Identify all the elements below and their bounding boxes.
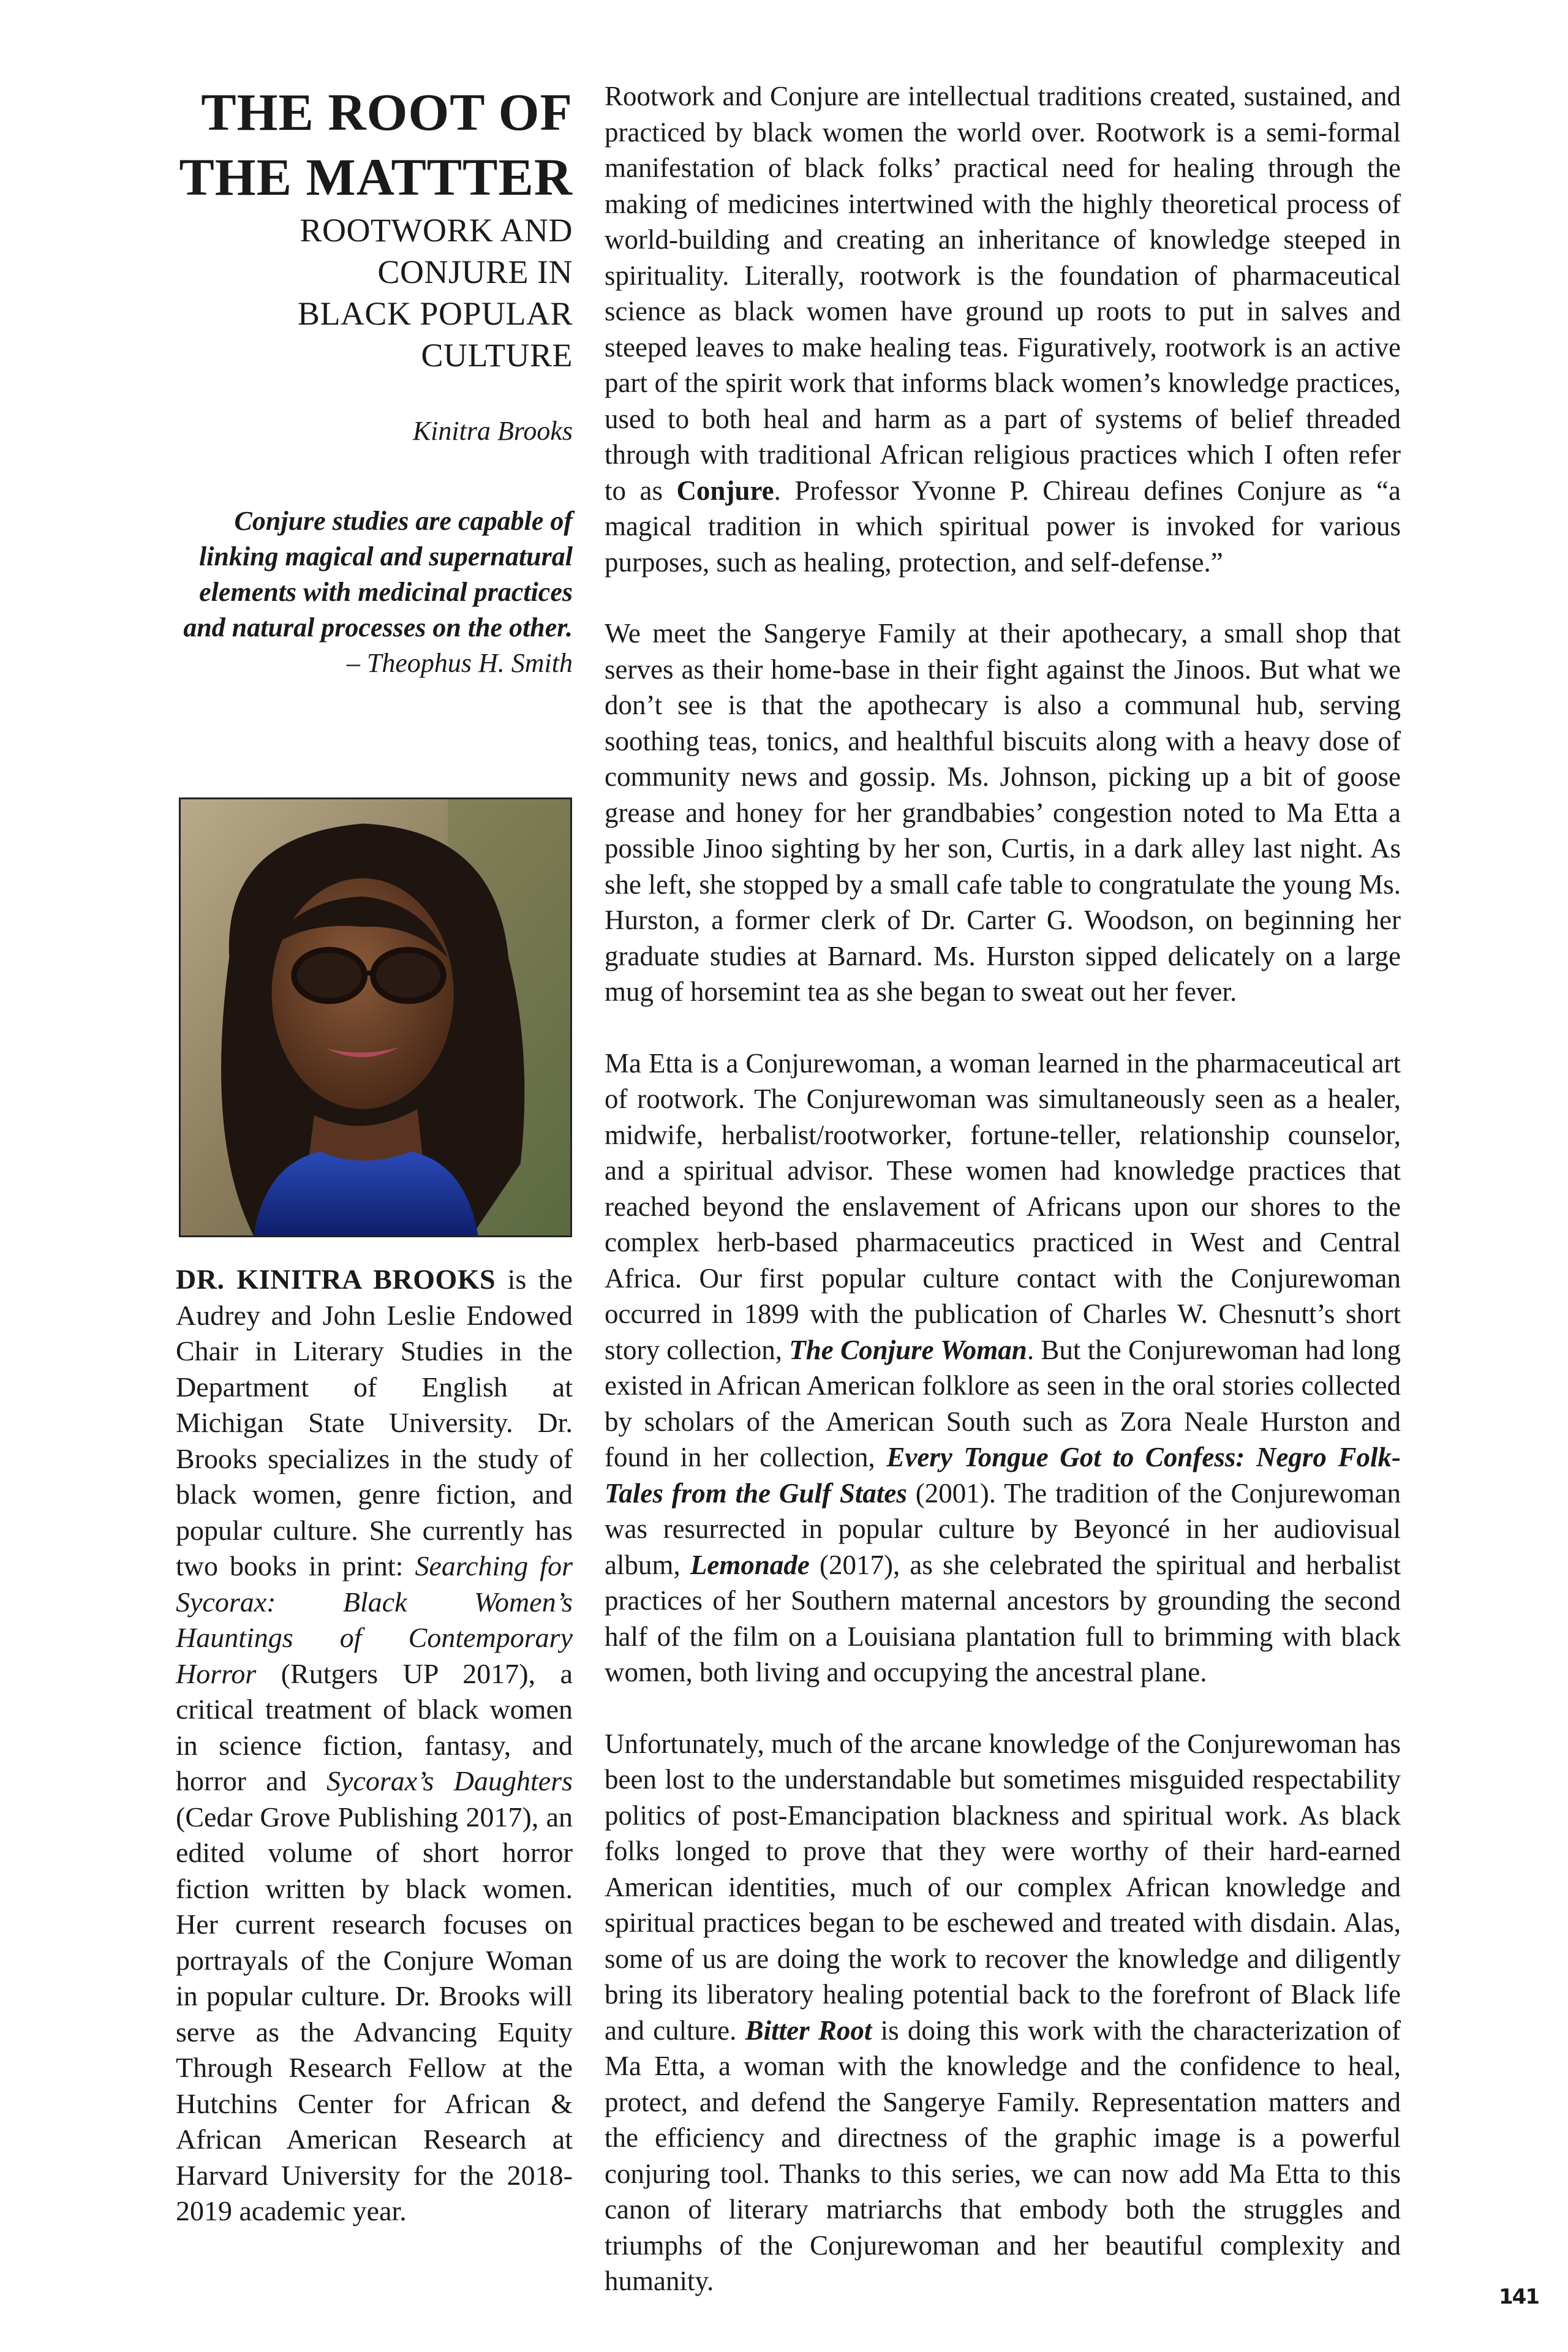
bio-book-2: Sycorax’s Daughters	[326, 1765, 573, 1796]
bio-name: DR. KINITRA BROOKS	[176, 1264, 496, 1295]
p1-text-c: . Professor Yvonne P. Chireau defines Conjure as “a magical tradition in which spiritual power is invoked for various purposes, such as healing, protection, and self-defense.”	[605, 475, 1401, 578]
author-byline: Kinitra Brooks	[412, 416, 573, 446]
bio-text-3: (Cedar Grove Publishing 2017), an edited volume of short horror fiction written by black women. Her current research focuses on portrayals of the Conjure Woman in popular culture. Dr. Brooks will serve as the Advancing Equity Through Research Fellow at the Hutchins Center for African & African American Research at Harvard University for the 2018-2019 academic year.	[176, 1801, 573, 2226]
page-number: 141	[1499, 2285, 1539, 2309]
title-line-2: THE MATTTER	[179, 148, 573, 206]
bio-book-1: Searching for Sycorax: Black Women’s Hauntings of Contemporary Horror	[176, 1550, 573, 1689]
subtitle-line-1: ROOTWORK AND	[300, 212, 573, 249]
p3-title-lemonade: Lemonade	[690, 1549, 810, 1580]
body-paragraph-2: We meet the Sangerye Family at their apothecary, a small shop that serves as their home-base in their fight against the Jinoos. But what we don’t see is that the apothecary is also a communal hub, serving soothing teas, tonics, and healthful biscuits along with a heavy dose of community news and gossip. Ms. Johnson, picking up a bit of goose grease and honey for her grandbabies’ congestion noted to Ma Etta a possible Jinoo sighting by her son, Curtis, in a dark alley last night. As she left, she stopped by a small cafe table to congratulate the young Ms. Hurston, a former clerk of Dr. Carter G. Woodson, on beginning her graduate studies at Barnard. Ms. Hurston sipped delicately on a large mug of horsemint tea as she began to sweat out her fever.	[605, 618, 1401, 1007]
author-portrait-image	[181, 799, 570, 1235]
p3-text-c: . But the Conjurewoman had long existed in African American folklore as seen in the oral stories collected by scholars of the American South such as Zora Neale Hurston and found in her collection,	[605, 1334, 1401, 1472]
bio-text-2: (Rutgers UP 2017), a critical treatment of black women in science fiction, fantasy, and horror and	[176, 1657, 573, 1796]
subtitle-line-2: CONJURE IN	[377, 254, 573, 290]
epigraph-attribution: – Theophus H. Smith	[346, 648, 573, 678]
p3-text-g: (2017), as she celebrated the spiritual and herbalist practices of her Southern maternal ancestors by grounding the second half of the film on a Louisiana plantation full to brimming with black women, both living and occupying the ancestral plane.	[605, 1549, 1401, 1687]
article-subtitle	[175, 209, 573, 376]
p3-text-e: (2001). The tradition of the Conjurewoman was resurrected in popular culture by Beyoncé in her audiovisual album,	[605, 1477, 1401, 1580]
p3-title-every-tongue: Every Tongue Got to Confess: Negro Folk-Tales from the Gulf States	[605, 1442, 1401, 1509]
sidebar-column	[175, 80, 573, 681]
p4-title-bitter-root: Bitter Root	[745, 2015, 872, 2046]
p4-text-a: Unfortunately, much of the arcane knowledge of the Conjurewoman has been lost to the understandable but sometimes misguided respectability politics of post-Emancipation blackness and spiritual work. As black folks longed to prove that they were worthy of their hard-earned American identities, much of our complex African knowledge and spiritual practices began to be eschewed and treated with disdain. Alas, some of us are doing the work to recover the knowledge and diligently bring its liberatory healing potential back to the forefront of Black life and culture.	[605, 1728, 1401, 2046]
article-title	[175, 80, 573, 209]
title-line-1: THE ROOT OF	[201, 83, 573, 141]
epigraph-quote: Conjure studies are capable of linking magical and supernatural elements with medicinal practices and natural processes on the other.	[183, 506, 573, 643]
p3-text-a: Ma Etta is a Conjurewoman, a woman learned in the pharmaceutical art of rootwork. The Conjurewoman was simultaneously seen as a healer, midwife, herbalist/rootworker, fortune-teller, relationship counselor, and a spiritual advisor. These women had knowledge practices that reached beyond the enslavement of Africans upon our shores to the complex herb-based pharmaceutics practiced in West and Central Africa. Our first popular culture contact with the Conjurewoman occurred in 1899 with the publication of Charles W. Chesnutt’s short story collection,	[605, 1047, 1401, 1365]
p1-term-conjure: Conjure	[676, 475, 774, 506]
body-paragraph-3	[605, 1046, 1401, 1691]
article-body	[605, 78, 1401, 2335]
p3-title-conjure-woman: The Conjure Woman	[789, 1334, 1027, 1365]
p4-text-c: is doing this work with the characterization of Ma Etta, a woman with the knowledge and the confidence to heal, protect, and defend the Sangerye Family. Representation matters and the efficiency and directness of the graphic image is a powerful conjuring tool. Thanks to this series, we can now add Ma Etta to this canon of literary matriarchs that embody both the struggles and triumphs of the Conjurewoman and her beautiful complexity and humanity.	[605, 2015, 1401, 2296]
author-bio	[176, 1262, 573, 2230]
author-photo	[179, 797, 572, 1237]
bio-text-1: is the Audrey and John Leslie Endowed Chair in Literary Studies in the Department of English at Michigan State University. Dr. Brooks specializes in the study of black women, genre fiction, and popular culture. She currently has two books in print:	[176, 1264, 573, 1581]
subtitle-line-3: BLACK POPULAR	[297, 295, 573, 332]
body-paragraph-4	[605, 1726, 1401, 2299]
p1-text-a: Rootwork and Conjure are intellectual traditions created, sustained, and practiced by black women the world over. Rootwork is a semi-formal manifestation of black folks’ practical need for healing through the making of medicines intertwined with the highly theoretical process of world-building and creating an inheritance of knowledge steeped in spirituality. Literally, rootwork is the foundation of pharmaceutical science as black women have ground up roots to put in salves and steeped leaves to make healing teas. Figuratively, rootwork is an active part of the spirit work that informs black women’s knowledge practices, used to both heal and harm as a part of systems of belief threaded through with traditional African religious practices which I often refer to as	[605, 81, 1401, 506]
body-paragraph-1	[605, 78, 1401, 580]
subtitle-line-4: CULTURE	[421, 337, 573, 374]
